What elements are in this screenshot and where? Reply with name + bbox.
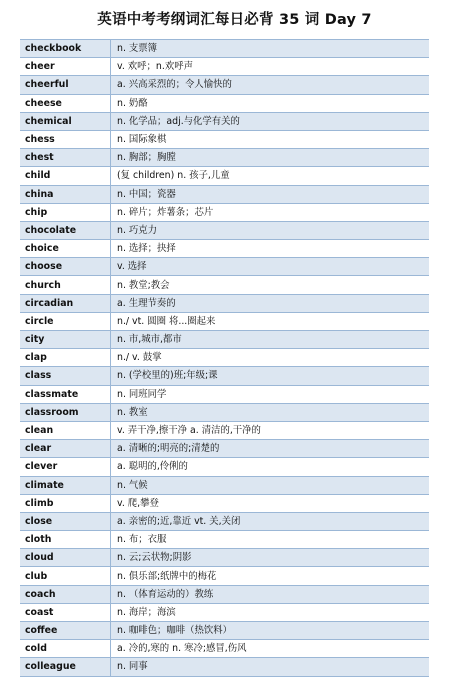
vocab-word: cold xyxy=(20,640,111,658)
vocab-word: close xyxy=(20,512,111,530)
vocab-word: cloth xyxy=(20,531,111,549)
vocab-word: clap xyxy=(20,349,111,367)
vocab-definition: n. 咖啡色；咖啡（热饮料） xyxy=(111,622,430,640)
vocab-word: cheerful xyxy=(20,76,111,94)
table-row xyxy=(20,367,429,385)
table-row xyxy=(20,494,429,512)
vocab-word: class xyxy=(20,367,111,385)
table-row xyxy=(20,349,429,367)
vocab-definition: n. 支票簿 xyxy=(111,40,430,58)
vocab-word: choice xyxy=(20,240,111,258)
vocab-word: chemical xyxy=(20,112,111,130)
vocab-word: climb xyxy=(20,494,111,512)
vocab-word: checkbook xyxy=(20,40,111,58)
table-row xyxy=(20,130,429,148)
table-row xyxy=(20,294,429,312)
vocab-definition: a. 兴高采烈的；令人愉快的 xyxy=(111,76,430,94)
vocab-definition: n. 选择；抉择 xyxy=(111,240,430,258)
vocab-definition: v. 爬,攀登 xyxy=(111,494,430,512)
vocab-word: cheese xyxy=(20,94,111,112)
vocab-word: climate xyxy=(20,476,111,494)
table-row xyxy=(20,185,429,203)
table-row xyxy=(20,76,429,94)
vocab-word: child xyxy=(20,167,111,185)
table-row xyxy=(20,203,429,221)
vocab-definition: n. 同事 xyxy=(111,658,430,676)
vocab-definition: n. 胸部；胸膛 xyxy=(111,149,430,167)
table-row xyxy=(20,312,429,330)
vocab-definition: a. 聪明的,伶俐的 xyxy=(111,458,430,476)
vocab-word: chocolate xyxy=(20,221,111,239)
vocab-definition: n. 海岸；海滨 xyxy=(111,603,430,621)
table-row xyxy=(20,640,429,658)
table-row xyxy=(20,112,429,130)
table-row xyxy=(20,149,429,167)
table-row xyxy=(20,167,429,185)
vocab-word: club xyxy=(20,567,111,585)
vocab-word: choose xyxy=(20,258,111,276)
vocab-definition: n. 市,城市,都市 xyxy=(111,331,430,349)
vocab-definition: n. 化学品；adj.与化学有关的 xyxy=(111,112,430,130)
vocab-definition: n. 同班同学 xyxy=(111,385,430,403)
vocab-word: coach xyxy=(20,585,111,603)
table-row xyxy=(20,240,429,258)
vocab-word: chess xyxy=(20,130,111,148)
vocab-definition: a. 冷的,寒的 n. 寒冷;感冒,伤风 xyxy=(111,640,430,658)
table-row xyxy=(20,603,429,621)
vocab-word: circadian xyxy=(20,294,111,312)
vocab-definition: n. 教堂;教会 xyxy=(111,276,430,294)
table-row xyxy=(20,476,429,494)
table-row xyxy=(20,549,429,567)
vocab-definition: n. 巧克力 xyxy=(111,221,430,239)
table-row xyxy=(20,58,429,76)
vocab-definition: n. 气候 xyxy=(111,476,430,494)
table-row xyxy=(20,458,429,476)
table-row xyxy=(20,440,429,458)
vocab-definition: n./ vt. 圆圈 将...圈起来 xyxy=(111,312,430,330)
vocab-word: chest xyxy=(20,149,111,167)
vocab-word: circle xyxy=(20,312,111,330)
vocab-definition: n. 国际象棋 xyxy=(111,130,430,148)
table-row xyxy=(20,331,429,349)
vocab-definition: v. 欢呼；n.欢呼声 xyxy=(111,58,430,76)
vocab-definition: n. 俱乐部;纸牌中的梅花 xyxy=(111,567,430,585)
vocab-definition: a. 生理节奏的 xyxy=(111,294,430,312)
table-row xyxy=(20,94,429,112)
vocab-word: clean xyxy=(20,421,111,439)
vocab-word: china xyxy=(20,185,111,203)
vocab-definition: n. (学校里的)班;年级;课 xyxy=(111,367,430,385)
vocabulary-table-body xyxy=(20,40,429,677)
table-row xyxy=(20,658,429,676)
vocab-definition: a. 清晰的;明亮的;清楚的 xyxy=(111,440,430,458)
table-row xyxy=(20,40,429,58)
vocab-word: classmate xyxy=(20,385,111,403)
vocab-definition: n. 云;云状物;阴影 xyxy=(111,549,430,567)
vocab-word: city xyxy=(20,331,111,349)
table-row xyxy=(20,276,429,294)
vocab-definition: n. 布；衣服 xyxy=(111,531,430,549)
vocab-definition: n. 奶酪 xyxy=(111,94,430,112)
vocab-definition: n. 教室 xyxy=(111,403,430,421)
table-row xyxy=(20,531,429,549)
vocab-word: cheer xyxy=(20,58,111,76)
vocab-word: coast xyxy=(20,603,111,621)
vocab-definition: (复 children) n. 孩子,儿童 xyxy=(111,167,430,185)
vocab-word: clever xyxy=(20,458,111,476)
table-row xyxy=(20,421,429,439)
vocab-word: classroom xyxy=(20,403,111,421)
table-row xyxy=(20,622,429,640)
vocab-definition: v. 选择 xyxy=(111,258,430,276)
vocab-word: colleague xyxy=(20,658,111,676)
vocab-definition: n./ v. 鼓掌 xyxy=(111,349,430,367)
table-row xyxy=(20,512,429,530)
table-row xyxy=(20,585,429,603)
vocab-word: clear xyxy=(20,440,111,458)
vocab-definition: v. 弄干净,擦干净 a. 清洁的,干净的 xyxy=(111,421,430,439)
page-title: 英语中考考纲词汇每日必背 35 词 Day 7 xyxy=(97,12,372,28)
vocab-definition: n. （体育运动的）教练 xyxy=(111,585,430,603)
vocab-definition: a. 亲密的;近,靠近 vt. 关,关闭 xyxy=(111,512,430,530)
vocab-word: church xyxy=(20,276,111,294)
vocab-definition: n. 碎片；炸薯条；芯片 xyxy=(111,203,430,221)
table-row xyxy=(20,258,429,276)
table-row xyxy=(20,567,429,585)
table-row xyxy=(20,403,429,421)
vocab-word: coffee xyxy=(20,622,111,640)
vocab-definition: n. 中国；瓷器 xyxy=(111,185,430,203)
vocab-word: cloud xyxy=(20,549,111,567)
table-row xyxy=(20,385,429,403)
vocab-word: chip xyxy=(20,203,111,221)
table-row xyxy=(20,221,429,239)
vocabulary-table xyxy=(20,39,429,677)
